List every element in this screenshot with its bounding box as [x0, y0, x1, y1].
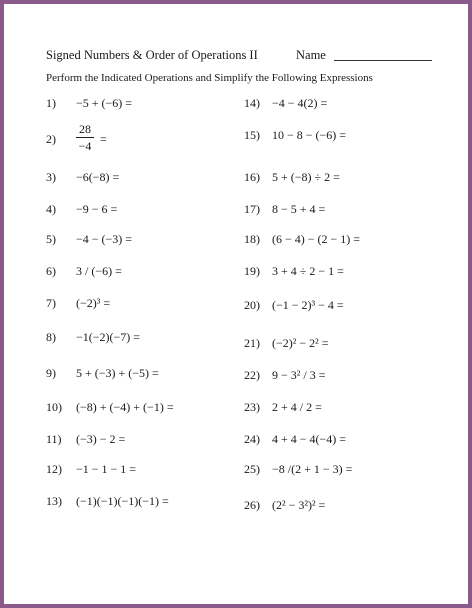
problem-expression: 8 − 5 + 4 =: [272, 202, 326, 216]
problem-number: 25): [244, 462, 260, 476]
problem-number: 23): [244, 400, 260, 414]
problem-expression: 4 + 4 − 4(−4) =: [272, 432, 347, 446]
problem-expression: 5 + (−3) + (−5) =: [76, 366, 159, 380]
problem-expression: −4 − (−3) =: [76, 232, 133, 246]
problem-number: 4): [46, 202, 56, 216]
problem-number: 18): [244, 232, 260, 246]
problem-number: 5): [46, 232, 56, 246]
problem-expression: 2 + 4 / 2 =: [272, 400, 322, 414]
problem-number: 20): [244, 298, 260, 312]
problem-expression: 10 − 8 − (−6) =: [272, 128, 347, 142]
fraction-bar: [76, 137, 94, 138]
problem-fraction: [76, 122, 94, 153]
worksheet-title: Signed Numbers & Order of Operations II: [46, 48, 258, 62]
instructions: Perform the Indicated Operations and Simplify the Following Expressions: [46, 72, 373, 84]
problem-number: 15): [244, 128, 260, 142]
problem-expression: (−2)³ =: [76, 296, 111, 310]
problem-expression: (2² − 3²)² =: [272, 498, 326, 512]
problem-expression: (6 − 4) − (2 − 1) =: [272, 232, 361, 246]
problem-number: 16): [244, 170, 260, 184]
problem-number: 21): [244, 336, 260, 350]
problem-expression: 9 − 3² / 3 =: [272, 368, 326, 382]
problem-number: 1): [46, 96, 56, 110]
problem-number: 3): [46, 170, 56, 184]
problem-expression: −1(−2)(−7) =: [76, 330, 141, 344]
problem-number: 9): [46, 366, 56, 380]
problem-number: 19): [244, 264, 260, 278]
fraction-denominator: −4: [78, 139, 92, 153]
problem-expression: (−1)(−1)(−1)(−1) =: [76, 494, 169, 508]
problem-expression: (−2)² − 2² =: [272, 336, 329, 350]
problem-expression: (−8) + (−4) + (−1) =: [76, 400, 174, 414]
problem-expression: 5 + (−8) ÷ 2 =: [272, 170, 340, 184]
problem-expression: −5 + (−6) =: [76, 96, 133, 110]
problem-expression: (−1 − 2)³ − 4 =: [272, 298, 344, 312]
problem-number: 17): [244, 202, 260, 216]
problem-number: 10): [46, 400, 62, 414]
problem-expression: −8 /(2 + 1 − 3) =: [272, 462, 353, 476]
problem-expression: (−3) − 2 =: [76, 432, 126, 446]
fraction-equals: =: [100, 132, 107, 146]
problem-expression: −4 − 4(2) =: [272, 96, 328, 110]
problem-expression: −1 − 1 − 1 =: [76, 462, 137, 476]
problem-number: 14): [244, 96, 260, 110]
fraction-numerator: 28: [79, 122, 91, 136]
name-label: Name: [296, 48, 326, 62]
problem-number: 6): [46, 264, 56, 278]
problem-expression: 3 + 4 ÷ 2 − 1 =: [272, 264, 344, 278]
problem-number: 2): [46, 132, 56, 146]
problem-number: 13): [46, 494, 62, 508]
problem-number: 24): [244, 432, 260, 446]
name-line[interactable]: [334, 60, 432, 61]
problem-expression: −6(−8) =: [76, 170, 120, 184]
problem-expression: 3 / (−6) =: [76, 264, 122, 278]
problem-number: 11): [46, 432, 62, 446]
problem-number: 26): [244, 498, 260, 512]
problem-expression: −9 − 6 =: [76, 202, 118, 216]
problem-number: 22): [244, 368, 260, 382]
problem-number: 8): [46, 330, 56, 344]
problem-number: 12): [46, 462, 62, 476]
problem-number: 7): [46, 296, 56, 310]
